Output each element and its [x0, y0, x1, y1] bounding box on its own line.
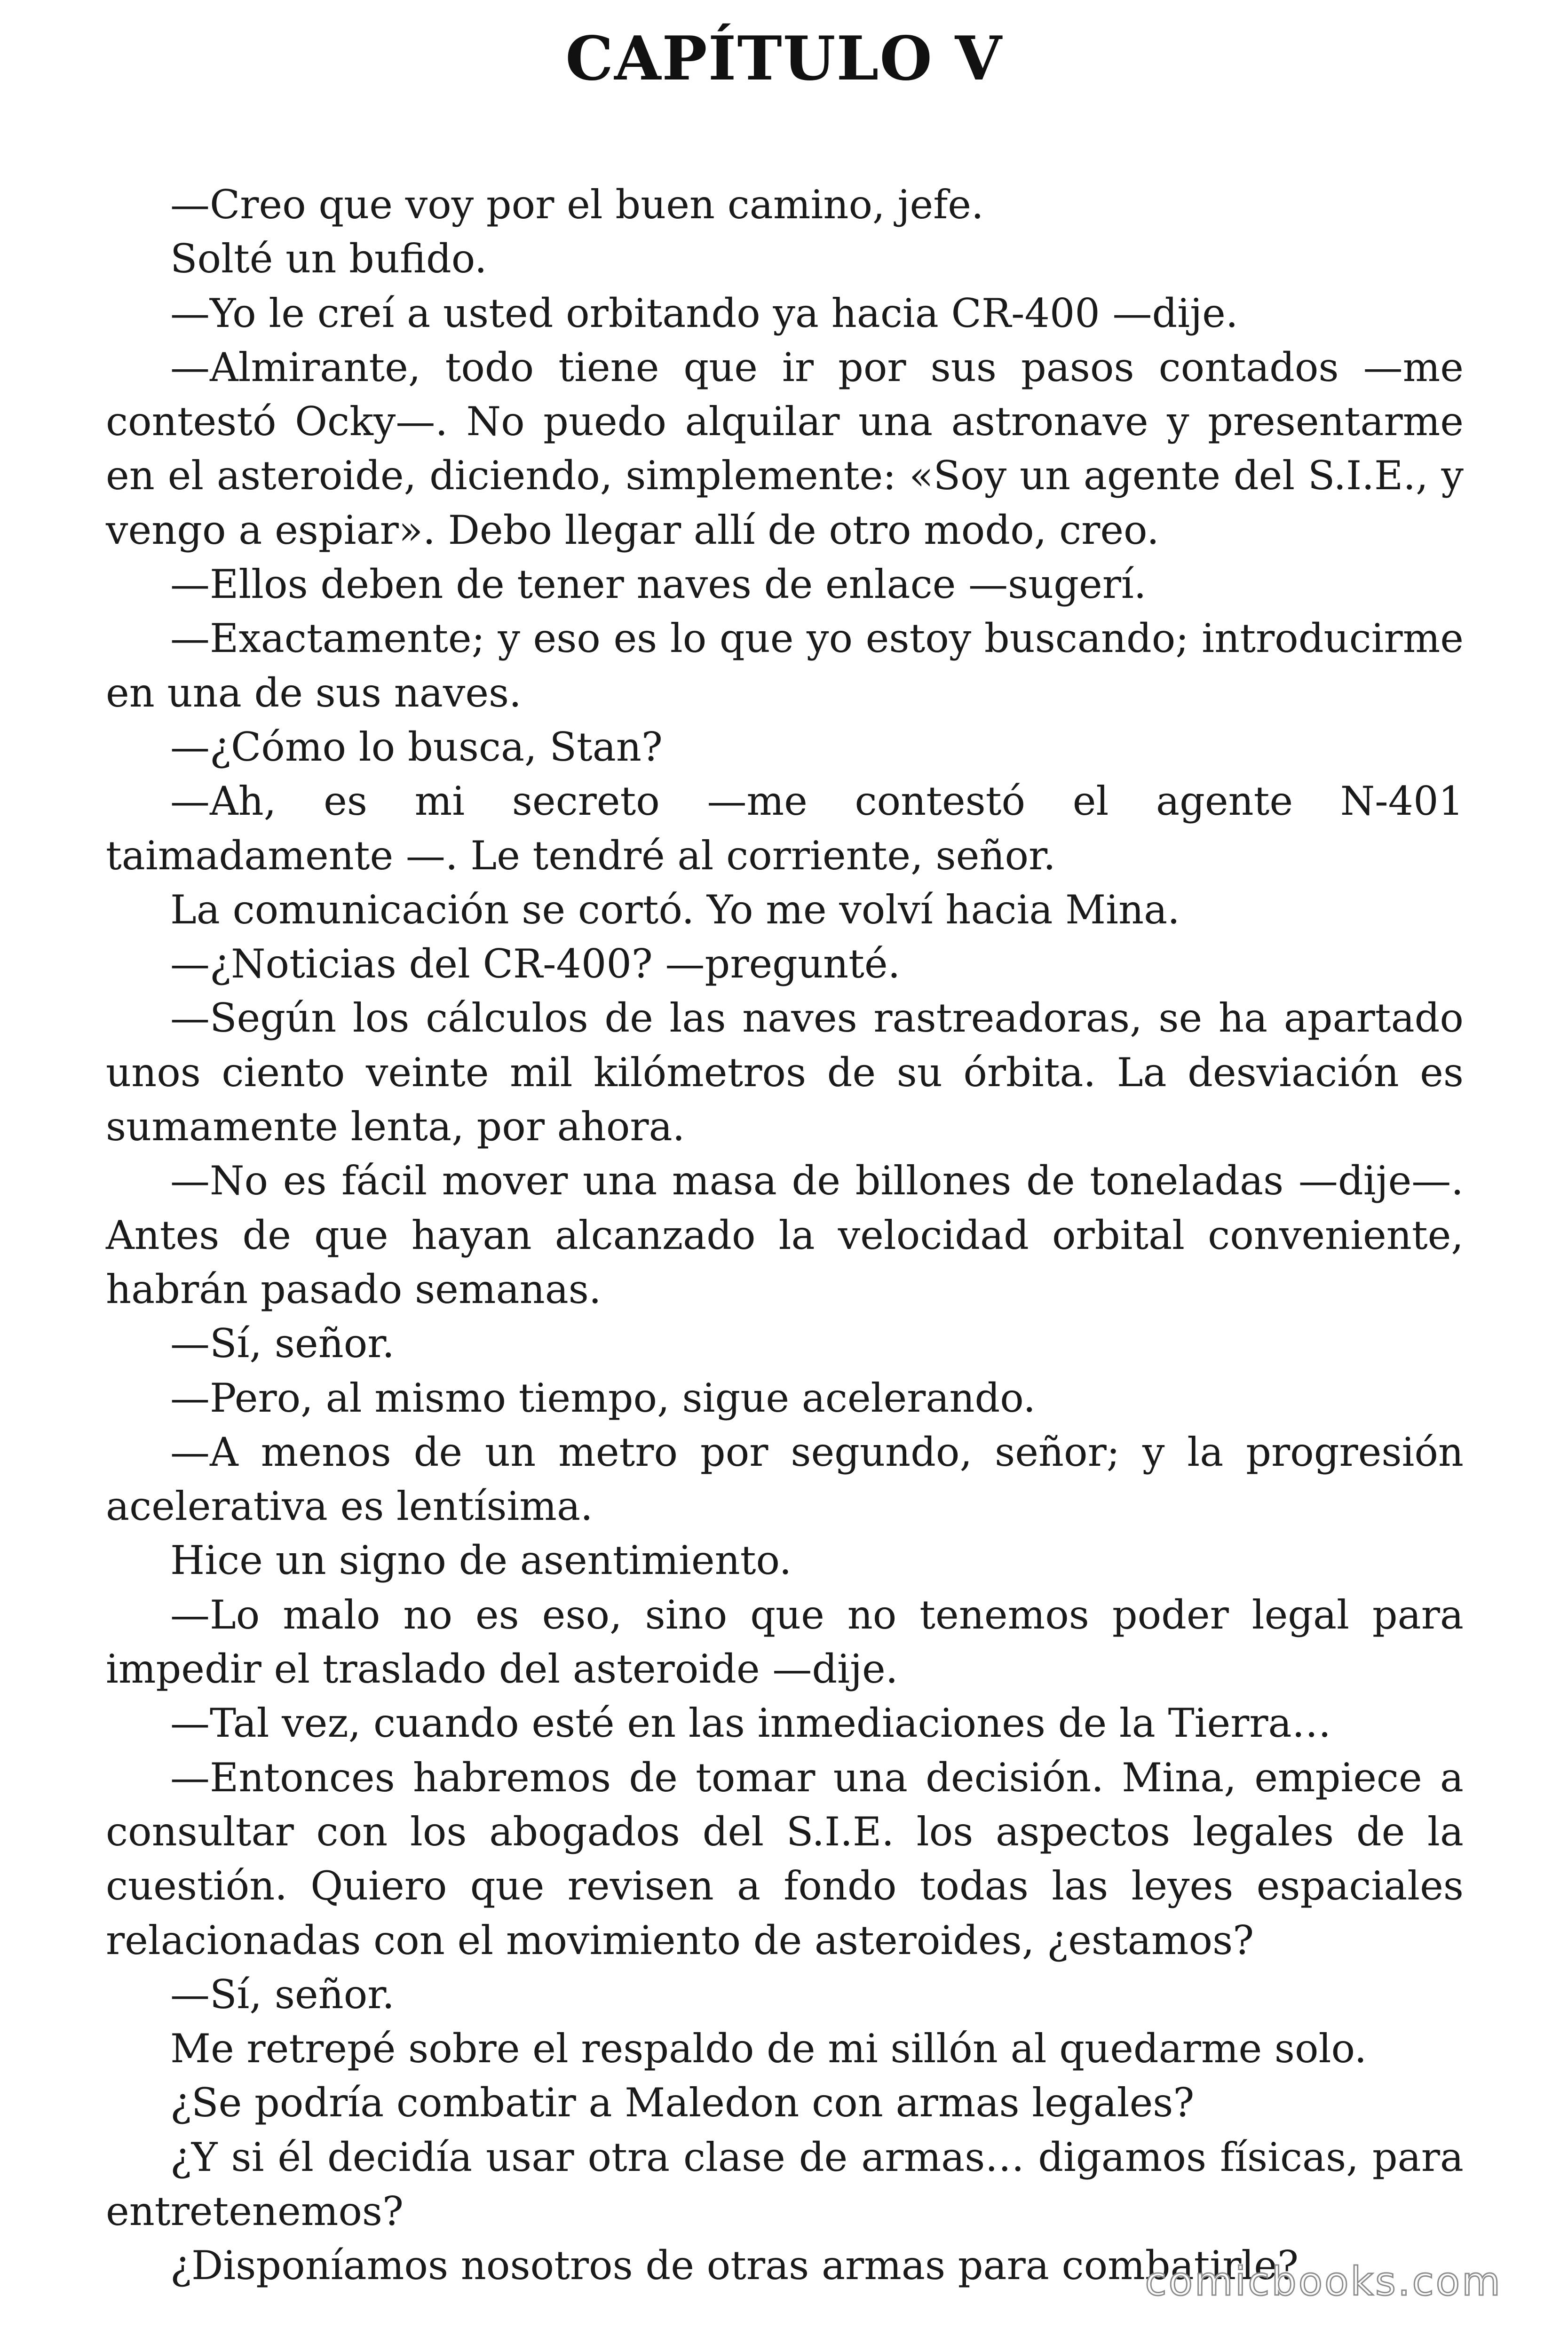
chapter-title: CAPÍTULO V: [565, 24, 1003, 94]
paragraph: —Pero, al mismo tiempo, sigue acelerando.: [170, 1375, 1036, 1421]
paragraph: —Sí, señor.: [170, 1971, 395, 2018]
paragraph: Hice un signo de asentimiento.: [170, 1537, 792, 1584]
paragraph: —¿Noticias del CR-400? —pregunté.: [170, 941, 901, 987]
watermark: comicbooks.com: [1145, 2258, 1502, 2304]
paragraph: —Lo malo no es eso, sino que no tenemos poder legal para impedir el traslado del asteroide —dije.: [106, 1591, 1464, 1692]
paragraph: —Ah, es mi secreto —me contestó el agente N-401 taimadamente —. Le tendré al corriente, señor.: [106, 778, 1464, 879]
paragraph: —No es fácil mover una masa de billones de toneladas —dije—. Antes de que hayan alcanzado la velocidad orbital conveniente, habrán pasado semanas.: [106, 1158, 1464, 1312]
paragraph: —Almirante, todo tiene que ir por sus pasos contados —me contestó Ocky—. No puedo alquilar una astronave y presentarme en el asteroide, diciendo, simplemente: «Soy un agente del S.I.E., y vengo a espiar». Debo llegar allí de otro modo, creo.: [106, 344, 1464, 553]
paragraph: —Entonces habremos de tomar una decisión. Mina, empiece a consultar con los abogados del S.I.E. los aspectos legales de la cuestión. Quiero que revisen a fondo todas las leyes espaciales relacionadas con el movimiento de asteroides, ¿estamos?: [106, 1754, 1464, 1963]
paragraph: Solté un bufido.: [170, 236, 487, 282]
paragraph: ¿Disponíamos nosotros de otras armas para combatirle?: [170, 2242, 1299, 2289]
paragraph: Me retrepé sobre el respaldo de mi sillón al quedarme solo.: [170, 2026, 1367, 2072]
paragraph: —¿Cómo lo busca, Stan?: [170, 723, 663, 770]
chapter-body: [106, 178, 1464, 2293]
paragraph: —Tal vez, cuando esté en las inmediaciones de la Tierra…: [170, 1700, 1331, 1747]
paragraph: —Ellos deben de tener naves de enlace —sugerí.: [170, 561, 1147, 608]
paragraph: —Exactamente; y eso es lo que yo estoy buscando; introducirme en una de sus naves.: [106, 615, 1464, 716]
paragraph: —Yo le creí a usted orbitando ya hacia CR-400 —dije.: [170, 290, 1238, 336]
paragraph: ¿Se podría combatir a Maledon con armas legales?: [170, 2080, 1195, 2126]
paragraph: —Según los cálculos de las naves rastreadoras, se ha apartado unos ciento veinte mil kilómetros de su órbita. La desviación es sumamente lenta, por ahora.: [106, 995, 1464, 1150]
paragraph: La comunicación se cortó. Yo me volví hacia Mina.: [170, 886, 1180, 933]
paragraph: —A menos de un metro por segundo, señor; y la progresión acelerativa es lentísima.: [106, 1429, 1464, 1530]
paragraph: ¿Y si él decidía usar otra clase de armas… digamos físicas, para entretenemos?: [106, 2134, 1464, 2234]
paragraph: —Sí, señor.: [170, 1320, 395, 1367]
paragraph: —Creo que voy por el buen camino, jefe.: [170, 182, 984, 228]
